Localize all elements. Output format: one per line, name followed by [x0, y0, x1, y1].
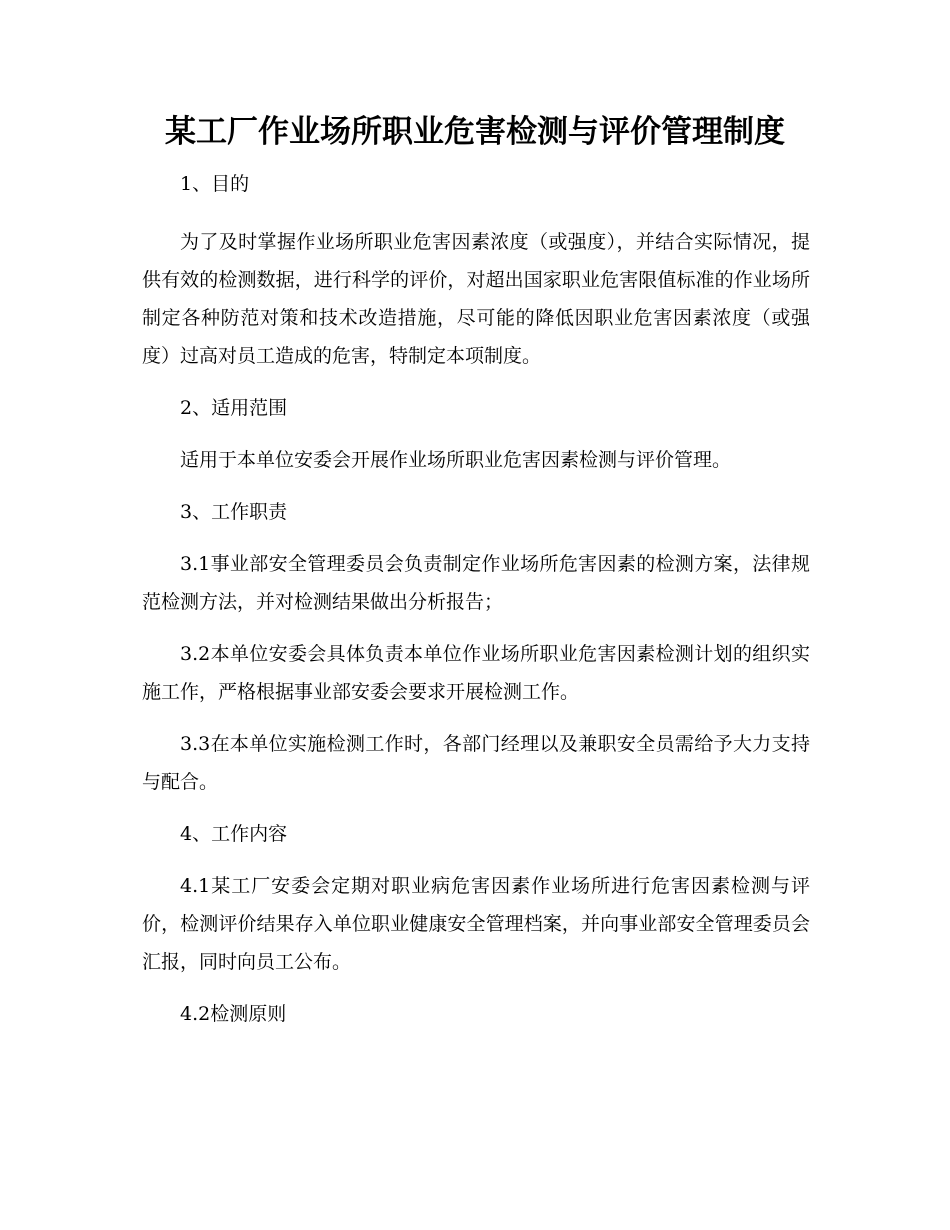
document-body	[142, 160, 810, 1033]
section-heading-work-content: 4、工作内容	[180, 823, 288, 845]
document-title: 某工厂作业场所职业危害检测与评价管理制度	[165, 114, 785, 150]
section-heading-purpose: 1、目的	[180, 173, 250, 195]
paragraph-duty-3-3: 3.3在本单位实施检测工作时，各部门经理以及兼职安全员需给予大力支持与配合。	[142, 733, 810, 793]
paragraph-content-4-2: 4.2检测原则	[180, 1003, 287, 1025]
paragraph-scope: 适用于本单位安委会开展作业场所职业危害因素检测与评价管理。	[180, 449, 732, 471]
section-heading-scope: 2、适用范围	[180, 397, 288, 419]
paragraph-duty-3-2: 3.2本单位安委会具体负责本单位作业场所职业危害因素检测计划的组织实施工作，严格根据事业部安委会要求开展检测工作。	[142, 643, 810, 703]
paragraph-content-4-1: 4.1某工厂安委会定期对职业病危害因素作业场所进行危害因素检测与评价，检测评价结果存入单位职业健康安全管理档案，并向事业部安全管理委员会汇报，同时向员工公布。	[142, 875, 810, 973]
section-heading-duties: 3、工作职责	[180, 501, 288, 523]
paragraph-purpose: 为了及时掌握作业场所职业危害因素浓度（或强度），并结合实际情况，提供有效的检测数据，进行科学的评价，对超出国家职业危害限值标准的作业场所制定各种防范对策和技术改造措施，尽可能的降低因职业危害因素浓度（或强度）过高对员工造成的危害，特制定本项制度。	[142, 231, 810, 367]
paragraph-duty-3-1: 3.1事业部安全管理委员会负责制定作业场所危害因素的检测方案，法律规范检测方法，并对检测结果做出分析报告；	[142, 553, 810, 613]
